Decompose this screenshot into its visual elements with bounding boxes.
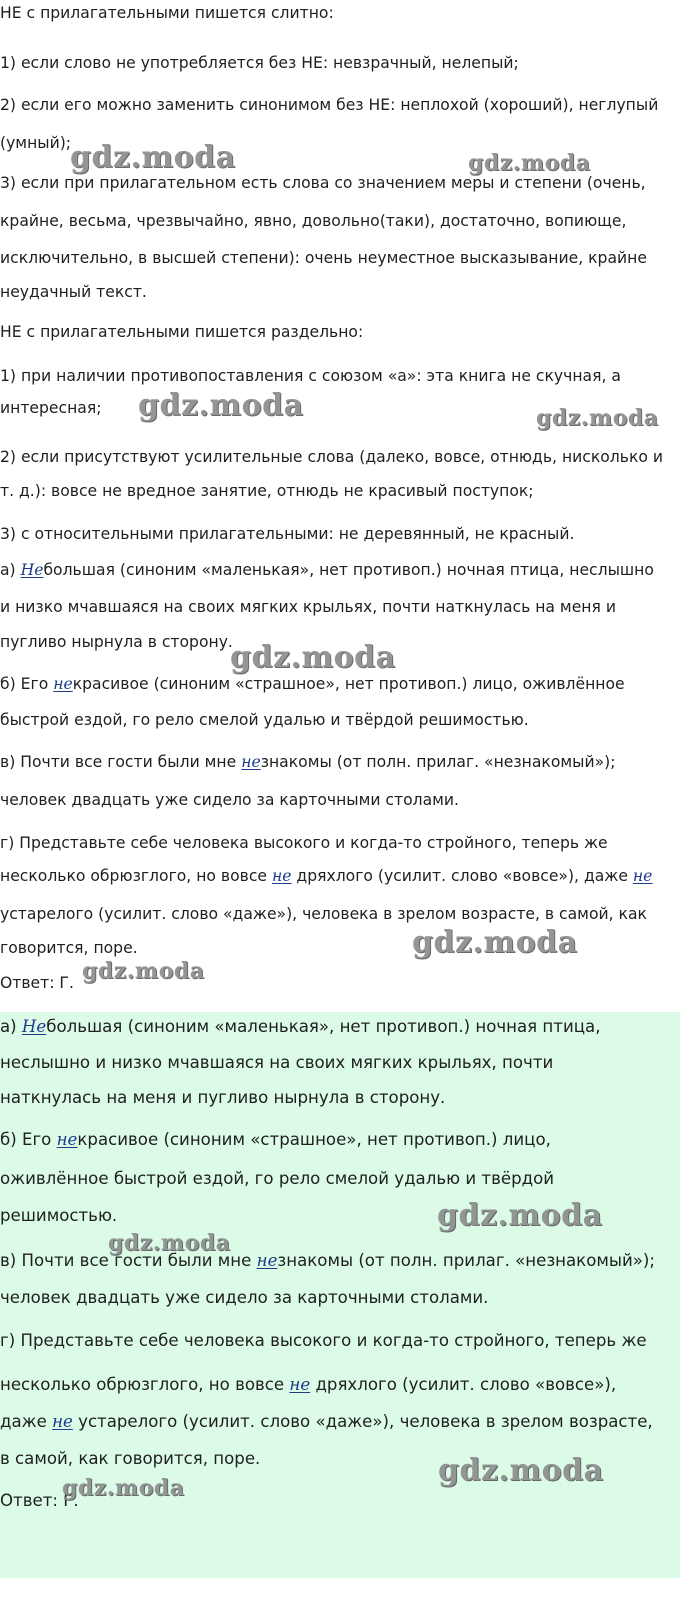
underlined-particle: не <box>271 867 292 885</box>
text-line <box>0 1251 655 1271</box>
text-segment: б) Его <box>0 675 54 693</box>
underlined-particle: не <box>632 867 653 885</box>
text-line: крайне, весьма, чрезвычайно, явно, довольно(таки), достаточно, вопиюще, <box>0 212 627 230</box>
text-segment: устарелого (усилит. слово «даже»), человека в зрелом возрасте, <box>72 1412 653 1431</box>
text-line: 2) если его можно заменить синонимом без НЕ: неплохой (хороший), неглупый <box>0 96 659 114</box>
text-line: интересная; <box>0 399 102 417</box>
text-segment: знакомы (от полн. прилаг. «незнакомый»); <box>260 753 616 771</box>
text-line: говорится, поре. <box>0 939 138 957</box>
watermark-logo: gdz.moda <box>468 150 591 176</box>
text-line <box>0 1130 551 1150</box>
text-line: решимостью. <box>0 1206 118 1225</box>
text-line: НЕ с прилагательными пишется слитно: <box>0 4 334 22</box>
text-line: Ответ: Г. <box>0 974 74 992</box>
underlined-particle: не <box>289 1375 311 1394</box>
text-line <box>0 1017 600 1037</box>
text-segment: дряхлого (усилит. слово «вовсе»), <box>310 1375 617 1394</box>
text-line: неслышно и низко мчавшаяся на своих мягких крыльях, почти <box>0 1053 554 1072</box>
underlined-particle: не <box>256 1251 278 1270</box>
text-line: и низко мчавшаяся на своих мягких крыльях, почти наткнулась на меня и <box>0 598 616 616</box>
watermark-logo: gdz.moda <box>70 140 236 175</box>
text-segment: б) Его <box>0 1130 57 1149</box>
text-line: человек двадцать уже сидело за карточными столами. <box>0 1288 489 1307</box>
text-segment: даже <box>0 1412 53 1431</box>
text-segment: большая (синоним «маленькая», нет противоп.) ночная птица, неслышно <box>43 561 654 579</box>
text-line: г) Представьте себе человека высокого и когда-то стройного, теперь же <box>0 1331 647 1350</box>
text-segment: красивое (синоним «страшное», нет противоп.) лицо, оживлённое <box>72 675 625 693</box>
text-line <box>0 674 625 694</box>
text-line <box>0 866 652 886</box>
text-line: 1) если слово не употребляется без НЕ: невзрачный, нелепый; <box>0 54 519 72</box>
text-line <box>0 752 615 772</box>
text-segment: а) <box>0 1017 22 1036</box>
text-segment: а) <box>0 561 21 579</box>
text-line: 2) если присутствуют усилительные слова (далеко, вовсе, отнюдь, нисколько и <box>0 448 664 466</box>
watermark-logo: gdz.moda <box>138 388 304 423</box>
text-line: в самой, как говорится, поре. <box>0 1449 261 1468</box>
text-segment: красивое (синоним «страшное», нет противоп.) лицо, <box>77 1130 551 1149</box>
underlined-particle: не <box>53 675 73 693</box>
text-line: пугливо нырнула в сторону. <box>0 633 233 651</box>
text-segment: дряхлого (усилит. слово «вовсе»), даже <box>291 867 633 885</box>
text-segment: большая (синоним «маленькая», нет противоп.) ночная птица, <box>46 1017 601 1036</box>
underlined-particle: не <box>52 1412 73 1431</box>
text-line: Ответ: Г. <box>0 1491 79 1510</box>
text-segment: в) Почти все гости были мне <box>0 1251 257 1270</box>
text-line: (умный); <box>0 134 72 152</box>
watermark-logo: gdz.moda <box>230 640 396 675</box>
watermark-logo: gdz.moda <box>437 1198 603 1233</box>
watermark-logo: gdz.moda <box>62 1475 185 1501</box>
text-line: 1) при наличии противопоставления с союзом «а»: эта книга не скучная, а <box>0 367 621 385</box>
text-line: устарелого (усилит. слово «даже»), человека в зрелом возрасте, в самой, как <box>0 905 647 923</box>
watermark-logo: gdz.moda <box>438 1453 604 1488</box>
watermark-logo: gdz.moda <box>412 925 578 960</box>
watermark-logo: gdz.moda <box>82 958 205 984</box>
text-line: т. д.): вовсе не вредное занятие, отнюдь не красивый поступок; <box>0 482 534 500</box>
underlined-particle: не <box>56 1130 78 1149</box>
text-segment: несколько обрюзглого, но вовсе <box>0 1375 290 1394</box>
text-line: наткнулась на меня и пугливо нырнула в сторону. <box>0 1088 446 1107</box>
text-line: 3) с относительными прилагательными: не деревянный, не красный. <box>0 525 575 543</box>
underlined-particle: Не <box>21 1017 47 1036</box>
text-line: 3) если при прилагательном есть слова со значением меры и степени (очень, <box>0 174 646 192</box>
text-line <box>0 1375 616 1395</box>
watermark-logo: gdz.moda <box>108 1230 231 1256</box>
text-segment: несколько обрюзглого, но вовсе <box>0 867 272 885</box>
text-segment: знакомы (от полн. прилаг. «незнакомый»); <box>277 1251 655 1270</box>
text-line: НЕ с прилагательными пишется раздельно: <box>0 323 364 341</box>
text-line: быстрой ездой, го рело смелой удалью и твёрдой решимостью. <box>0 711 529 729</box>
text-line: человек двадцать уже сидело за карточными столами. <box>0 791 460 809</box>
text-line: оживлённое быстрой ездой, го рело смелой удалью и твёрдой <box>0 1169 555 1188</box>
text-line: исключительно, в высшей степени): очень неуместное высказывание, крайне <box>0 249 647 267</box>
underlined-particle: Не <box>20 561 44 579</box>
text-line: г) Представьте себе человека высокого и когда-то стройного, теперь же <box>0 834 608 852</box>
text-line <box>0 1412 653 1432</box>
text-line <box>0 560 654 580</box>
watermark-logo: gdz.moda <box>536 405 659 431</box>
text-segment: в) Почти все гости были мне <box>0 753 242 771</box>
underlined-particle: не <box>241 753 261 771</box>
text-line: неудачный текст. <box>0 283 147 301</box>
